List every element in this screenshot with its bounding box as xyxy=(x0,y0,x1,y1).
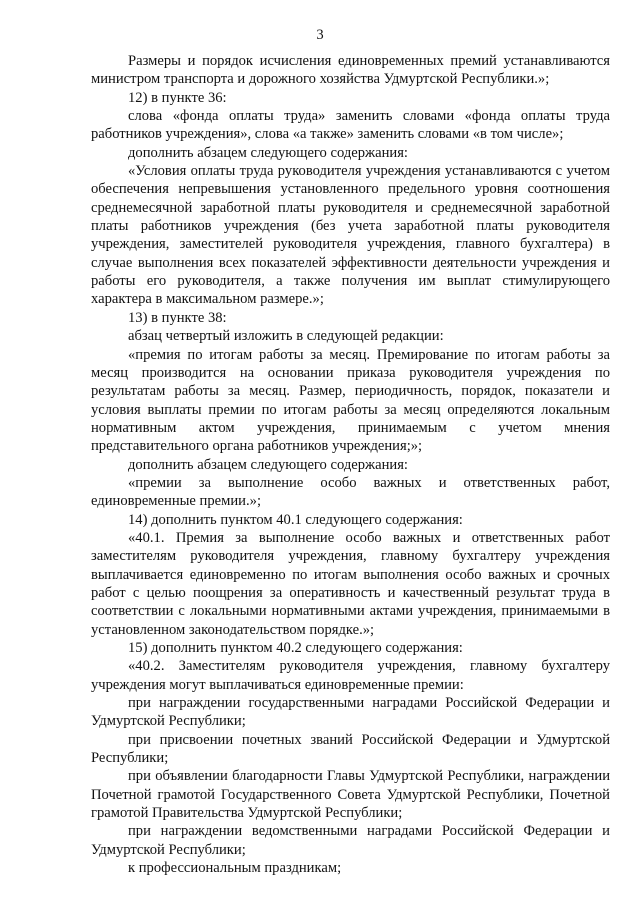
paragraph: 15) дополнить пунктом 40.2 следующего содержания: xyxy=(128,640,463,656)
paragraph: при награждении государственными наградами Российской Федерации и Удмуртской Республики; xyxy=(91,695,610,730)
paragraph: при награждении ведомственными наградами Российской Федерации и Удмуртской Республики; xyxy=(91,823,610,858)
paragraph: абзац четвертый изложить в следующей редакции: xyxy=(128,328,444,345)
paragraph: Размеры и порядок исчисления единовременных премий устанавливаются министром транспорта и дорожного хозяйства Удмуртской Республики.»; xyxy=(91,53,610,88)
paragraph: «Условия оплаты труда руководителя учреждения устанавливаются с учетом обеспечения непревышения установленного предельного уровня соотношения среднемесячной заработной платы руководителя и среднемесячной заработной платы работников учреждения (без учета заработной платы руководителя учреждения, заместителей руководителя учреждения, главного бухгалтера) в случае выполнения всех показателей эффективности деятельности учреждения и работы его руководителя, а также получения им выплат стимулирующего характера в максимальном размере.»; xyxy=(91,163,610,308)
paragraph: к профессиональным праздникам; xyxy=(128,860,342,877)
paragraph: 13) в пункте 38: xyxy=(128,309,227,326)
paragraph: 12) в пункте 36: xyxy=(128,89,227,106)
page-number: 3 xyxy=(316,27,324,43)
paragraph: «40.2. Заместителям руководителя учреждения, главному бухгалтеру учреждения могут выплачиваться единовременные премии: xyxy=(91,658,610,693)
document-body xyxy=(91,52,610,877)
paragraph: дополнить абзацем следующего содержания: xyxy=(128,144,408,161)
paragraph: «премия по итогам работы за месяц. Премирование по итогам работы за месяц производится на основании приказа руководителя учреждения по результатам работы за месяц. Размер, периодичность, порядок, показатели и условия выплаты премии по итогам работы за месяц определяются локальным нормативным актом учреждения, принимаемым с учетом мнения представительного органа работников учреждения;»; xyxy=(91,346,610,455)
paragraph: дополнить абзацем следующего содержания: xyxy=(128,456,408,473)
paragraph: слова «фонда оплаты труда» заменить словами «фонда оплаты труда работников учреждения», слова «а также» заменить словами «в том числе»; xyxy=(91,108,610,143)
paragraph: 14) дополнить пунктом 40.1 следующего содержания: xyxy=(128,511,463,528)
paragraph: при присвоении почетных званий Российской Федерации и Удмуртской Республики; xyxy=(91,731,610,767)
paragraph: «премии за выполнение особо важных и ответственных работ, единовременные премии.»; xyxy=(91,474,610,510)
paragraph: при объявлении благодарности Главы Удмуртской Республики, награждении Почетной грамотой Государственного Совета Удмуртской Республики, Почетной грамотой Правительства Удмуртской Республики; xyxy=(91,768,610,822)
paragraph: «40.1. Премия за выполнение особо важных и ответственных работ заместителям руководителя учреждения, главному бухгалтеру учреждения выплачивается единовременно по итогам выполнения особо важных и срочных работ с целью поощрения за оперативность и качественный результат труда в соответствии с локальными нормативными актами учреждения, принимаемыми в установленном законодательством порядке.»; xyxy=(91,529,610,638)
